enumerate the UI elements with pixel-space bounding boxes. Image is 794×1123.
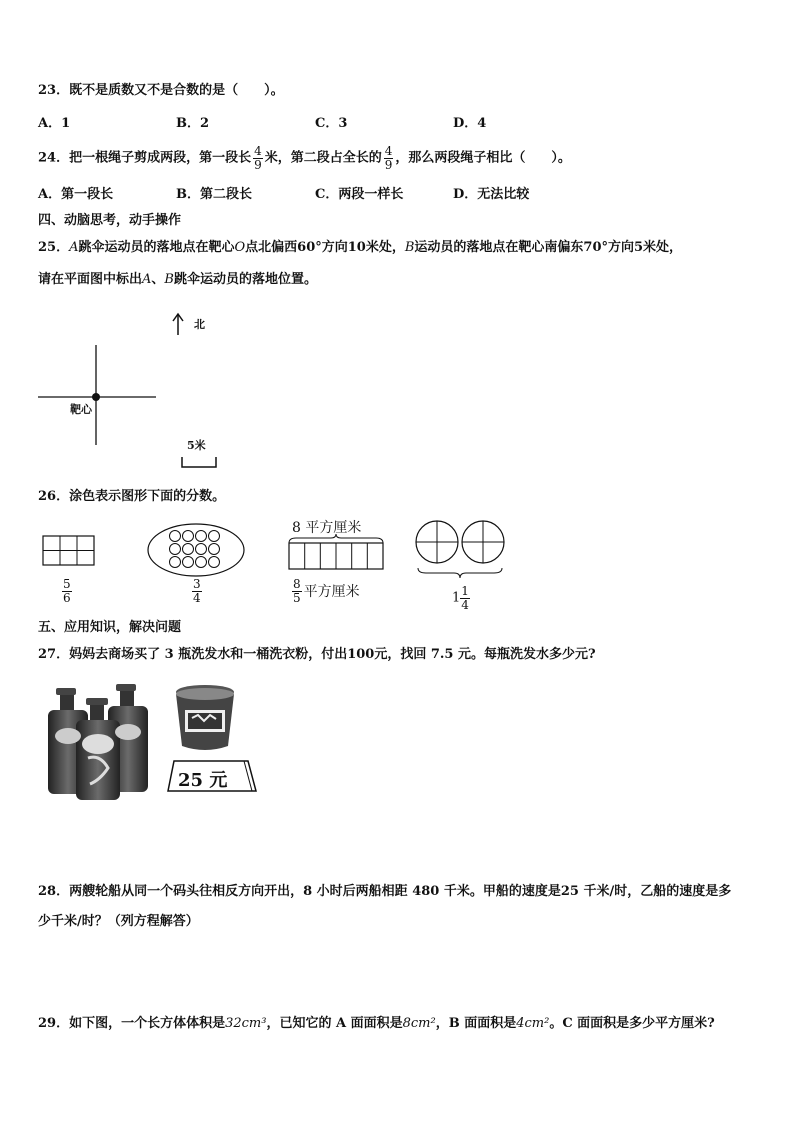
q29-text-4: 。C 面面积是多少平方厘米? [549, 1016, 715, 1031]
q24-part3: ，那么两段绳子相比（ ）。 [395, 150, 571, 166]
q26-fig1-fraction [62, 578, 72, 604]
q24-frac2-numerator: 4 [384, 144, 393, 158]
q26-two-circles [414, 518, 508, 580]
q25-text-3: 运动员的落地点在靶心南偏东70°方向5米处， [414, 240, 683, 255]
q26-fig3-fraction [292, 578, 302, 604]
q25-number: 25． [38, 240, 70, 255]
fig4-numerator: 1 [461, 584, 469, 598]
q25-text-2: 点北偏西60°方向10米处， [245, 240, 405, 255]
price-tag-label: 25 元 [178, 770, 228, 791]
scale-label: 5米 [187, 439, 206, 452]
q25-target-diagram [30, 305, 250, 480]
q25-var-a: A [69, 240, 79, 255]
q29-volume: 32cm³ [225, 1016, 267, 1031]
top-brace [289, 534, 383, 543]
q23-stem: 23．既不是质数又不是合数的是（ ）。 [38, 83, 284, 98]
q25-text-5: 、 [151, 272, 165, 287]
fig3-denominator: 5 [293, 590, 301, 605]
q24-option-a: A．第一段长 [38, 187, 114, 202]
q24-fraction-2 [384, 145, 394, 171]
section-5-heading: 五、应用知识，解决问题 [38, 620, 182, 635]
fig4-whole: 1 [452, 590, 461, 606]
q23-option-d: D．4 [453, 116, 487, 131]
fig2-denominator: 4 [193, 590, 201, 605]
q24-option-c: C．两段一样长 [315, 187, 404, 202]
q27-stem: 27．妈妈去商场买了 3 瓶洗发水和一桶洗衣粉，付出100元，找回 7.5 元。每瓶洗发水多少元? [38, 647, 596, 662]
q25-text-6: 跳伞运动员的落地位置。 [173, 272, 317, 287]
q24-stem [38, 145, 571, 172]
fig2-numerator: 3 [193, 577, 201, 591]
detergent-bucket-image [172, 684, 238, 754]
north-label: 北 [194, 318, 205, 331]
q24-option-b: B．第二段长 [176, 187, 252, 202]
q25-text-4: 请在平面图中标出 [38, 272, 143, 287]
q28-line1: 28．两艘轮船从同一个码头往相反方向开出，8 小时后两船相距 480 千米。甲船的速度是25 千米/时，乙船的速度是多 [38, 884, 732, 899]
q24-fraction-1 [253, 145, 263, 171]
scale-bar [182, 457, 216, 467]
q26-bar-strip [286, 533, 386, 573]
q24-frac1-numerator: 4 [254, 144, 262, 158]
bottom-brace [418, 568, 502, 578]
q26-grid-rectangle [42, 535, 96, 567]
fig1-denominator: 6 [63, 590, 71, 605]
target-center-label: 靶心 [70, 403, 92, 416]
shampoo-bottles-image [44, 684, 154, 802]
q25-line1 [38, 241, 682, 254]
fig3-numerator: 8 [293, 577, 301, 591]
q25-text-1: 跳伞运动员的落地点在靶心 [78, 240, 235, 255]
fig4-denominator: 4 [461, 597, 469, 612]
q25-var-o: O [234, 240, 246, 255]
q25-var-a-2: A [142, 272, 152, 287]
q25-var-b: B [404, 240, 415, 255]
q25-line2 [38, 273, 317, 286]
q29-area-a: 8cm² [402, 1016, 436, 1031]
north-arrow-icon [173, 314, 183, 335]
q24-option-d: D．无法比较 [453, 187, 530, 202]
q29-stem [38, 1017, 715, 1030]
q24-frac2-denominator: 9 [384, 157, 393, 172]
q29-text-1: 29．如下图，一个长方体体积是 [38, 1016, 226, 1031]
section-4-heading: 四、动脑思考，动手操作 [38, 213, 182, 228]
q23-option-c: C．3 [315, 116, 348, 131]
q28-line2: 少千米/时？（列方程解答） [38, 914, 199, 929]
q26-stem: 26．涂色表示图形下面的分数。 [38, 489, 226, 504]
target-center-dot [92, 393, 100, 401]
q29-text-2: ，已知它的 A 面面积是 [266, 1016, 403, 1031]
q26-fig4-mixed-number [452, 585, 472, 611]
q24-part1: 24．把一根绳子剪成两段，第一段长 [38, 150, 252, 166]
q23-option-b: B．2 [176, 116, 210, 131]
fig1-numerator: 5 [63, 577, 71, 591]
q25-var-b-2: B [164, 272, 174, 287]
q26-fig2-fraction [192, 578, 202, 604]
q26-fig3-label [290, 578, 360, 604]
fig3-unit: 平方厘米 [303, 584, 360, 601]
q23-option-a: A．1 [38, 116, 71, 131]
q24-frac1-denominator: 9 [254, 157, 262, 172]
q26-ellipse-circles [146, 522, 246, 578]
fig4-fraction [460, 585, 470, 611]
q29-text-3: ，B 面面积是 [435, 1016, 517, 1031]
q24-part2: 米，第二段占全长的 [264, 150, 382, 166]
q26-fig3-top-label: 8 平方厘米 [292, 520, 362, 536]
q29-area-b: 4cm² [516, 1016, 550, 1031]
